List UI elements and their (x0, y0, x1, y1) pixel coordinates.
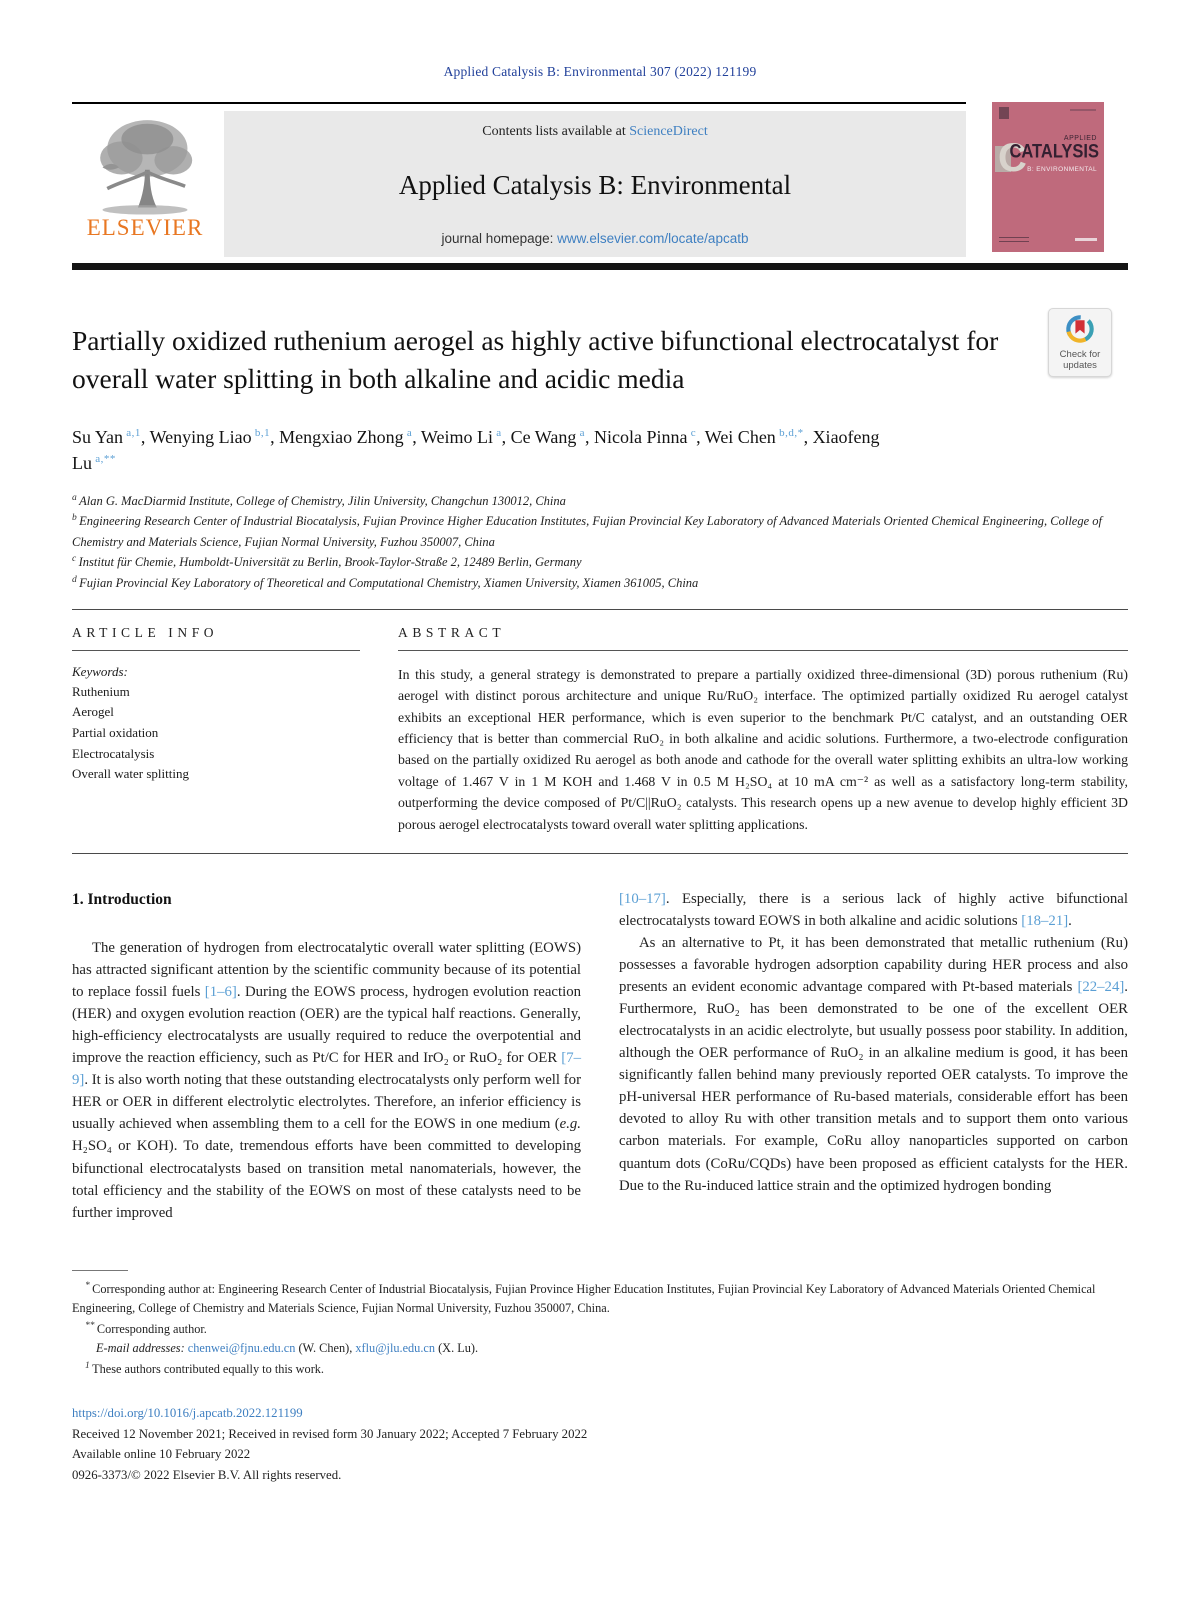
homepage-line (236, 231, 954, 246)
text-run: (X. Lu). (435, 1341, 479, 1356)
page-header-citation: Applied Catalysis B: Environmental 307 (2022) 121199 (443, 64, 757, 79)
affiliation-item (72, 491, 1128, 511)
footnote-emails (72, 1339, 1128, 1358)
text-run: a (492, 426, 502, 439)
article-info-rule (72, 650, 360, 651)
text-run: e.g. (559, 1116, 581, 1133)
affiliation-item (72, 511, 1128, 552)
text-run: b,d,* (775, 426, 804, 439)
article-info-column (72, 625, 360, 835)
text-run: b,1 (251, 426, 271, 439)
text-run: . Especially, there is a serious lack of highly active bifunctional electrocatalysts toward EOWS in both alkaline and acidic solutions (619, 890, 1128, 929)
text-run: The generation of hydrogen from electrocatalytic overall water splitting (EOWS) has attracted significant attention by the scientific community because of its potential to replace fossil fuels (72, 940, 581, 1001)
cover-applied-label: APPLIED (1063, 135, 1097, 142)
keywords-label: Keywords: (72, 663, 128, 679)
footnote-rule (72, 1270, 128, 1271)
keyword-item: Electrocatalysis (72, 745, 155, 761)
citation-ref[interactable]: [18–21] (1021, 912, 1069, 929)
affiliations-list (72, 491, 1128, 593)
body-right-column (619, 888, 1128, 1224)
abstract-rule (398, 650, 1128, 651)
text-run: Alan G. MacDiarmid Institute, College of Chemistry, Jilin University, Changchun 130012, China (79, 494, 566, 509)
text-run: , Xiaofeng Lu (72, 426, 880, 473)
journal-cover-thumbnail (992, 102, 1104, 252)
badge-label-line2: updates (1063, 359, 1097, 371)
text-run: H₂SO₄ or KOH). To date, tremendous efforts have been committed to developing bifunctional electrocatalysts based on transition metal nanomaterials, however, the total efficiency and the stability of the EOWS on most of these catalysts need to be further improved (72, 1138, 581, 1221)
text-run: * (85, 1280, 93, 1291)
text-run: c (687, 426, 697, 439)
authors-line (72, 424, 882, 476)
section-rule-top (72, 609, 1128, 610)
text-run: b (72, 513, 80, 524)
text-run: , Nicola Pinna (584, 426, 688, 447)
text-run: d (72, 574, 80, 585)
article-title: Partially oxidized ruthenium aerogel as highly active bifunctional electrocatalyst for overall water splitting in both alkaline and acidic media (72, 325, 999, 394)
journal-title: Applied Catalysis B: Environmental (398, 170, 792, 200)
text-run: 1 (85, 1360, 93, 1371)
masthead-left (72, 102, 966, 257)
publication-info (72, 1403, 1128, 1486)
keyword-item: Partial oxidation (72, 725, 159, 740)
intro-paragraph-right-1 (619, 888, 1128, 932)
cover-c-letter: C (998, 136, 1027, 180)
homepage-prefix: journal homepage: (441, 231, 558, 246)
crossmark-icon (1065, 331, 1095, 348)
text-run: a (576, 426, 585, 439)
received-dates: Received 12 November 2021; Received in revised form 30 January 2022; Accepted 7 February 2022 (72, 1426, 588, 1441)
email-link[interactable]: xflu@jlu.edu.cn (355, 1341, 436, 1356)
text-run: a,1 (123, 426, 141, 439)
affiliation-item (72, 552, 1128, 572)
keyword-item: Ruthenium (72, 683, 130, 699)
text-run: c (72, 554, 79, 565)
text-run: These authors contributed equally to this work. (92, 1361, 325, 1376)
copyright-line: 0926-3373/© 2022 Elsevier B.V. All rights reserved. (72, 1468, 342, 1483)
citation-ref[interactable]: [22–24] (1077, 979, 1125, 996)
cover-subtitle: B: ENVIRONMENTAL (1027, 166, 1097, 173)
badge-label (1052, 350, 1108, 372)
cover-logo-mark (999, 107, 1009, 119)
elsevier-tree-icon (72, 113, 218, 217)
cover-issn-mark (1070, 109, 1096, 111)
citation-ref[interactable]: [1–6] (204, 984, 237, 1001)
keyword-item: Aerogel (72, 704, 114, 720)
check-updates-badge[interactable] (1048, 308, 1112, 377)
doi-link[interactable]: https://doi.org/10.1016/j.apcatb.2022.121199 (72, 1406, 303, 1421)
text-run: Fujian Provincial Key Laboratory of Theoretical and Computational Chemistry, Xiamen University, Xiamen 361005, China (79, 575, 699, 590)
text-run: , Wenying Liao (140, 426, 252, 447)
intro-paragraph-left (72, 937, 581, 1224)
article-info-heading: ARTICLE INFO (72, 624, 219, 640)
footnote-equal-contribution (72, 1359, 1128, 1380)
text-run: (W. Chen), (295, 1341, 356, 1356)
intro-paragraph-right-2 (619, 932, 1128, 1197)
text-run: . It is also worth noting that these outstanding electrocatalysts only perform well for HER or OER in different electrolytic electrolytes. Therefore, an inferior efficiency is usually achieved when assembling them to a cell for the EOWS in one medium ( (72, 1072, 581, 1133)
email-link[interactable]: chenwei@fjnu.edu.cn (187, 1341, 296, 1356)
footnote-corresponding-2 (72, 1319, 1128, 1340)
text-run: Institut für Chemie, Humboldt-Universität zu Berlin, Brook-Taylor-Straße 2, 12489 Berlin, Germany (78, 555, 582, 570)
text-run: , Weimo Li (412, 426, 493, 447)
journal-homepage-link[interactable]: www.elsevier.com/locate/apcatb (557, 231, 749, 246)
text-run: As an alternative to Pt, it has been demonstrated that metallic ruthenium (Ru) possesses a favorable hydrogen adsorption capability during HER process and also presents an evident economic advantage compared with Pt-based materials (619, 935, 1128, 996)
elsevier-wordmark: ELSEVIER (86, 215, 204, 240)
abstract-heading: ABSTRACT (398, 624, 506, 640)
available-online: Available online 10 February 2022 (72, 1447, 251, 1462)
section-rule-bottom (72, 853, 1128, 854)
text-run: Engineering Research Center of Industrial Biocatalysis, Fujian Province Higher Education Institutes, Fujian Provincial Key Laboratory of Advanced Materials Oriented Chemical Engineering, College of Chemistry and Materials Science, Fujian Normal University, Fuzhou 350007, China (72, 514, 1102, 549)
text-run: , Mengxiao Zhong (270, 426, 404, 447)
sciencedirect-link[interactable]: ScienceDirect (629, 124, 708, 139)
text-run: , Ce Wang (501, 426, 577, 447)
masthead-divider-bar (72, 263, 1128, 270)
citation-ref[interactable]: [7–9] (72, 1050, 581, 1089)
text-run: . (1068, 912, 1072, 929)
affiliation-item (72, 573, 1128, 593)
info-abstract-section (72, 625, 1128, 835)
abstract-column (398, 625, 1128, 835)
text-run: a,** (92, 452, 116, 465)
intro-heading: 1. Introduction (72, 890, 172, 908)
citation-ref[interactable]: [10–17] (619, 890, 666, 907)
abstract-text: In this study, a general strategy is demonstrated to prepare a partially oxidized three-dimensional (3D) porous ruthenium (Ru) aerogel with distinct porous architecture and unique Ru/RuO₂ interface. The optimized partially oxidized Ru aerogel catalyst exhibits an exceptional HER performance, which is even superior to the benchmark Pt/C catalyst, and an outstanding OER efficiency that is better than commercial RuO₂ in both alkaline and acidic solutions. Furthermore, a two-electrode configuration based on the partially oxidized Ru aerogel as both anode and cathode for the overall water splitting exhibits an ultra-low working voltage of 1.467 V in 1 M KOH and 1.468 V in 0.5 M H₂SO₄ at 10 mA cm⁻² as well as a satisfactory long-term stability, outperforming the device composed of Pt/C||RuO₂ catalysts. This research opens up a new avenue to develop highly efficient 3D porous aerogel electrocatalysts toward overall water splitting applications. (398, 666, 1128, 832)
text-run: a (403, 426, 413, 439)
footnote-corresponding (72, 1279, 1128, 1319)
contents-prefix: Contents lists available at (482, 124, 630, 139)
title-section (72, 322, 1128, 398)
badge-label-line1: Check for (1059, 349, 1101, 360)
text-run: a (72, 493, 80, 504)
text-run: ** (85, 1320, 97, 1331)
text-run: Corresponding author at: Engineering Research Center of Industrial Biocatalysis, Fujian Province Higher Education Institutes, Fujian Provincial Key Laboratory of Advanced Materials Oriented Chemical Engineering, College of Chemistry and Materials Science, Fujian Normal University, Fuzhou 350007, China. (72, 1281, 1096, 1316)
masthead-grey-box (224, 111, 966, 257)
text-run: , Wei Chen (696, 426, 776, 447)
body-left-column (72, 888, 581, 1224)
cover-title: CATALYSIS (1009, 141, 1099, 163)
text-run: Corresponding author. (96, 1321, 207, 1336)
footnotes-section (72, 1270, 1128, 1379)
text-run: . Furthermore, RuO₂ has been demonstrated to be one of the excellent OER electrocatalysts in an acidic electrolyte, but usually possess poor stability. In addition, although the OER performance of RuO₂ in an alkaline medium is good, it has been significantly fallen behind many previously reported OER catalysts. To improve the pH-universal HER performance of Ru-based materials, considerable effort has been devoted to alloy Ru with other transition metals and to support them onto various carbon materials. For example, CoRu alloy nanoparticles supported on carbon quantum dots (CoRu/CQDs) have been proposed as efficient catalysts for the HER. Due to the Ru-induced lattice strain and the optimized hydrogen bonding (619, 979, 1128, 1194)
text-run: . During the EOWS process, hydrogen evolution reaction (HER) and oxygen evolution reaction (OER) are the typical half reactions. Generally, high-efficiency electrocatalysts are usually required to reduce the overpotential and improve the reaction efficiency, such as Pt/C for HER and IrO₂ or RuO₂ for OER (72, 984, 581, 1067)
cover-footer-mark-right (1075, 238, 1097, 241)
elsevier-logo (72, 111, 224, 257)
keyword-item: Overall water splitting (72, 766, 189, 782)
text-run: Su Yan (72, 426, 124, 447)
article-body (72, 888, 1128, 1224)
contents-line (236, 124, 954, 140)
text-run: E-mail addresses: (96, 1341, 188, 1356)
keywords-list (72, 682, 360, 785)
journal-masthead (72, 102, 1128, 257)
cover-footer-mark-left (999, 237, 1029, 242)
